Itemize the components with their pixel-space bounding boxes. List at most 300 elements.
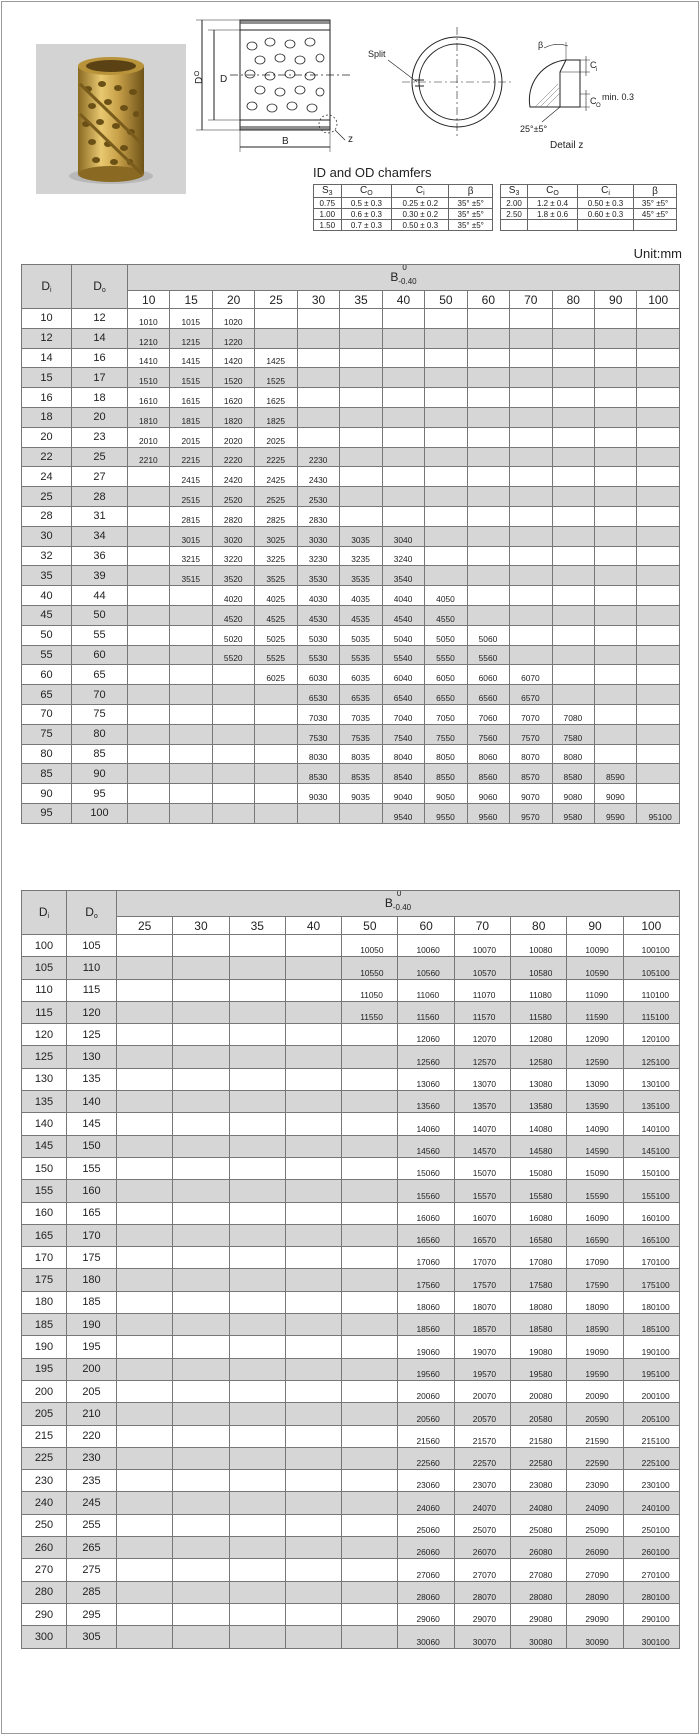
table-cell	[212, 665, 254, 685]
table-cell	[510, 625, 552, 645]
table-cell	[382, 427, 424, 447]
table-row	[22, 368, 680, 388]
table-cell	[173, 1470, 229, 1492]
table-cell: 3235	[340, 546, 382, 566]
chamfer-header-cell	[314, 185, 342, 198]
label-ci-sub: i	[596, 67, 598, 73]
row-di: 30	[22, 526, 72, 546]
table-row	[22, 764, 680, 784]
table-cell	[510, 526, 552, 546]
table-cell: 8035	[340, 744, 382, 764]
table-cell: 17560	[398, 1269, 454, 1291]
table-row	[22, 1224, 680, 1246]
table-cell	[128, 605, 170, 625]
row-di: 18	[22, 407, 72, 427]
table-cell: 25070	[454, 1514, 510, 1536]
table-cell: 13090	[567, 1068, 623, 1090]
table-cell	[229, 1358, 285, 1380]
table-cell	[285, 1470, 341, 1492]
table-cell: 95100	[637, 803, 680, 823]
table-cell	[297, 368, 339, 388]
row-di: 140	[22, 1113, 67, 1135]
table-cell: 19590	[567, 1358, 623, 1380]
chamfer-row	[501, 209, 677, 220]
row-do: 190	[67, 1314, 117, 1336]
column-header: 90	[594, 291, 636, 309]
row-di: 205	[22, 1403, 67, 1425]
row-di: 14	[22, 348, 72, 368]
table-cell	[637, 605, 680, 625]
column-header: 60	[467, 291, 509, 309]
table-cell	[552, 368, 594, 388]
table-row	[22, 1425, 680, 1447]
table-cell: 13060	[398, 1068, 454, 1090]
table-cell: 260100	[623, 1537, 679, 1559]
table-cell	[117, 1180, 173, 1202]
table-cell	[255, 744, 297, 764]
table-cell	[425, 427, 467, 447]
table-cell: 30070	[454, 1626, 510, 1648]
do-sub: o	[101, 287, 106, 294]
table-cell	[340, 368, 382, 388]
row-di: 90	[22, 784, 72, 804]
table-cell	[637, 586, 680, 606]
table-cell: 6540	[382, 685, 424, 705]
table-cell	[340, 803, 382, 823]
chamfer-row	[314, 198, 493, 209]
row-do: 130	[67, 1046, 117, 1068]
table-cell: 4550	[425, 605, 467, 625]
table-cell: 13580	[511, 1091, 567, 1113]
table-cell: 17570	[454, 1269, 510, 1291]
table-cell: 11550	[342, 1001, 398, 1023]
table-cell: 14080	[511, 1113, 567, 1135]
table-cell	[128, 665, 170, 685]
table-cell	[117, 1001, 173, 1023]
table-cell: 20590	[567, 1403, 623, 1425]
table-cell	[173, 1336, 229, 1358]
table-cell: 110100	[623, 979, 679, 1001]
table-cell	[342, 1224, 398, 1246]
table-cell: 14570	[454, 1135, 510, 1157]
table-cell: 1515	[170, 368, 212, 388]
row-do: 36	[72, 546, 128, 566]
table-cell	[173, 1001, 229, 1023]
table-cell: 9590	[594, 803, 636, 823]
table-cell	[382, 309, 424, 329]
table-cell: 1415	[170, 348, 212, 368]
table-cell: 1825	[255, 407, 297, 427]
table-cell	[285, 1403, 341, 1425]
table-cell	[467, 427, 509, 447]
table-cell: 9050	[425, 784, 467, 804]
table-cell: 2015	[170, 427, 212, 447]
table-cell: 175100	[623, 1269, 679, 1291]
table-cell	[173, 1447, 229, 1469]
table-cell	[117, 1224, 173, 1246]
table-cell: 1525	[255, 368, 297, 388]
table-cell: 18070	[454, 1291, 510, 1313]
chamfer-cell: 0.50 ± 0.3	[392, 220, 449, 231]
row-di: 15	[22, 368, 72, 388]
label-do: D	[194, 76, 205, 84]
table-cell	[552, 467, 594, 487]
table-cell: 1425	[255, 348, 297, 368]
table-cell	[637, 328, 680, 348]
table-cell	[425, 388, 467, 408]
row-di: 155	[22, 1180, 67, 1202]
table-cell: 22590	[567, 1447, 623, 1469]
table-cell	[510, 487, 552, 507]
table-cell	[467, 586, 509, 606]
table-cell: 3040	[382, 526, 424, 546]
table-row	[22, 546, 680, 566]
table-cell: 14560	[398, 1135, 454, 1157]
table-cell	[173, 979, 229, 1001]
row-di: 50	[22, 625, 72, 645]
table-cell: 26060	[398, 1537, 454, 1559]
row-di: 195	[22, 1358, 67, 1380]
table-cell: 6560	[467, 685, 509, 705]
table-cell	[342, 1492, 398, 1514]
table-cell: 5040	[382, 625, 424, 645]
column-header: 40	[382, 291, 424, 309]
table-cell: 7035	[340, 704, 382, 724]
table-cell	[342, 1447, 398, 1469]
table-cell: 5520	[212, 645, 254, 665]
table-cell	[552, 566, 594, 586]
table-cell: 21590	[567, 1425, 623, 1447]
table-cell	[170, 586, 212, 606]
table-cell	[637, 407, 680, 427]
table-cell: 3525	[255, 566, 297, 586]
table-row	[22, 1091, 680, 1113]
table-cell	[212, 704, 254, 724]
table-row	[22, 1046, 680, 1068]
table-cell: 200100	[623, 1380, 679, 1402]
table-cell: 27070	[454, 1559, 510, 1581]
table-cell	[467, 407, 509, 427]
table-cell: 8580	[552, 764, 594, 784]
table-cell: 8070	[510, 744, 552, 764]
table-cell	[117, 1157, 173, 1179]
table-cell: 2025	[255, 427, 297, 447]
table-cell: 3220	[212, 546, 254, 566]
table-cell	[285, 979, 341, 1001]
table-cell: 2220	[212, 447, 254, 467]
table-cell	[637, 685, 680, 705]
table-cell: 19580	[511, 1358, 567, 1380]
table-cell: 2225	[255, 447, 297, 467]
table-cell	[425, 368, 467, 388]
column-header: 10	[128, 291, 170, 309]
column-header: 20	[212, 291, 254, 309]
table-cell	[128, 724, 170, 744]
row-di: 16	[22, 388, 72, 408]
column-header: 50	[342, 917, 398, 935]
table-cell: 1510	[128, 368, 170, 388]
table-cell: 2415	[170, 467, 212, 487]
row-di: 35	[22, 566, 72, 586]
table-cell	[117, 1358, 173, 1380]
table-cell: 7040	[382, 704, 424, 724]
table-cell	[467, 467, 509, 487]
table-cell	[255, 724, 297, 744]
table-cell	[594, 467, 636, 487]
table-cell	[285, 1380, 341, 1402]
table-cell	[117, 957, 173, 979]
table-cell	[170, 625, 212, 645]
chamfer-header-label: β	[652, 185, 658, 197]
table-cell: 5530	[297, 645, 339, 665]
table-cell	[637, 427, 680, 447]
product-photo	[36, 44, 186, 194]
chamfer-cell: 35° ±5°	[449, 209, 493, 220]
table-cell	[170, 744, 212, 764]
row-do: 28	[72, 487, 128, 507]
table-cell	[637, 784, 680, 804]
table-cell: 11580	[511, 1001, 567, 1023]
column-header: 100	[637, 291, 680, 309]
label-min: min. 0.3	[602, 92, 635, 102]
table-cell	[173, 1046, 229, 1068]
row-do: 60	[72, 645, 128, 665]
row-di: 180	[22, 1291, 67, 1313]
table-cell	[285, 1336, 341, 1358]
row-di: 215	[22, 1425, 67, 1447]
table-cell	[170, 665, 212, 685]
table-cell: 30080	[511, 1626, 567, 1648]
table-cell: 15560	[398, 1180, 454, 1202]
table-cell	[552, 407, 594, 427]
row-di: 100	[22, 935, 67, 957]
row-do: 115	[67, 979, 117, 1001]
table-cell: 125100	[623, 1046, 679, 1068]
table-cell: 3215	[170, 546, 212, 566]
table-cell: 8050	[425, 744, 467, 764]
table-cell	[594, 665, 636, 685]
di-header	[22, 891, 67, 935]
row-di: 115	[22, 1001, 67, 1023]
table-cell	[342, 1202, 398, 1224]
table-cell	[117, 1403, 173, 1425]
table-row	[22, 1626, 680, 1648]
row-di: 28	[22, 506, 72, 526]
table-cell	[510, 506, 552, 526]
table-cell: 7570	[510, 724, 552, 744]
table-row	[22, 1157, 680, 1179]
row-di: 55	[22, 645, 72, 665]
table-cell	[510, 388, 552, 408]
table-cell	[342, 1135, 398, 1157]
b-sup: 0	[396, 890, 402, 898]
table-cell: 3225	[255, 546, 297, 566]
table-cell: 25090	[567, 1514, 623, 1536]
table-row	[22, 704, 680, 724]
table-row	[22, 1492, 680, 1514]
table-cell: 24090	[567, 1492, 623, 1514]
table-cell: 1620	[212, 388, 254, 408]
table-cell	[552, 685, 594, 705]
table-cell	[255, 784, 297, 804]
table-cell: 7030	[297, 704, 339, 724]
table-cell: 205100	[623, 1403, 679, 1425]
table-cell	[594, 427, 636, 447]
table-cell	[117, 935, 173, 957]
table-cell: 10070	[454, 935, 510, 957]
table-cell	[173, 1380, 229, 1402]
table-cell	[229, 1068, 285, 1090]
table-row	[22, 803, 680, 823]
row-do: 265	[67, 1537, 117, 1559]
table-cell	[229, 1046, 285, 1068]
table-cell	[342, 1046, 398, 1068]
chamfer-cell: 1.50	[314, 220, 342, 231]
table-cell	[425, 526, 467, 546]
table-cell: 4050	[425, 586, 467, 606]
table-cell: 120100	[623, 1024, 679, 1046]
table-cell: 6060	[467, 665, 509, 685]
table-cell: 12570	[454, 1046, 510, 1068]
table-cell	[229, 979, 285, 1001]
chamfer-row	[314, 220, 493, 231]
table-cell: 3520	[212, 566, 254, 586]
row-di: 32	[22, 546, 72, 566]
row-do: 185	[67, 1291, 117, 1313]
table-cell: 130100	[623, 1068, 679, 1090]
table-cell	[637, 566, 680, 586]
table-cell	[342, 1068, 398, 1090]
label-detail: Detail z	[550, 140, 584, 151]
table-cell	[342, 1113, 398, 1135]
chamfer-header-cell	[634, 185, 677, 198]
row-do: 220	[67, 1425, 117, 1447]
table-cell: 18580	[511, 1314, 567, 1336]
table-row	[22, 1113, 680, 1135]
table-cell: 2520	[212, 487, 254, 507]
table-cell	[128, 506, 170, 526]
table-cell: 11590	[567, 1001, 623, 1023]
table-cell	[637, 546, 680, 566]
chamfer-row	[501, 220, 677, 231]
table-cell: 3540	[382, 566, 424, 586]
table-cell	[637, 467, 680, 487]
table-cell	[173, 1135, 229, 1157]
table-cell: 5050	[425, 625, 467, 645]
chamfer-cell: 0.60 ± 0.3	[577, 209, 633, 220]
table-cell	[128, 487, 170, 507]
table-cell: 190100	[623, 1336, 679, 1358]
table-cell: 24070	[454, 1492, 510, 1514]
table-cell	[173, 1269, 229, 1291]
table-cell: 1815	[170, 407, 212, 427]
table-cell: 1210	[128, 328, 170, 348]
table-cell	[285, 935, 341, 957]
table-cell: 4030	[297, 586, 339, 606]
table-cell	[117, 1514, 173, 1536]
label-co: C	[590, 96, 597, 106]
b-tolerance	[390, 264, 417, 286]
table-cell: 1610	[128, 388, 170, 408]
table-cell: 23060	[398, 1470, 454, 1492]
table-cell	[637, 447, 680, 467]
table-cell	[594, 724, 636, 744]
row-do: 25	[72, 447, 128, 467]
table-cell	[285, 1135, 341, 1157]
table-cell	[229, 1336, 285, 1358]
table-cell	[117, 979, 173, 1001]
table-row	[22, 1537, 680, 1559]
table-cell	[425, 506, 467, 526]
table-cell	[173, 1157, 229, 1179]
table-cell: 18090	[567, 1291, 623, 1313]
table-cell: 24060	[398, 1492, 454, 1514]
table-cell: 20080	[511, 1380, 567, 1402]
table-cell	[425, 309, 467, 329]
table-cell: 8530	[297, 764, 339, 784]
table-cell	[117, 1492, 173, 1514]
table-cell: 13590	[567, 1091, 623, 1113]
table-cell	[117, 1135, 173, 1157]
row-do: 90	[72, 764, 128, 784]
table-cell	[552, 506, 594, 526]
table-cell	[173, 1024, 229, 1046]
label-b: B	[282, 136, 289, 147]
table-row	[22, 784, 680, 804]
row-di: 10	[22, 309, 72, 329]
table-cell: 7060	[467, 704, 509, 724]
table-cell: 8040	[382, 744, 424, 764]
b-label: B	[384, 895, 393, 910]
table-cell	[467, 487, 509, 507]
table-cell: 5060	[467, 625, 509, 645]
b-label: B	[390, 269, 399, 284]
table-cell	[285, 1626, 341, 1648]
row-do: 285	[67, 1581, 117, 1603]
table-cell: 24080	[511, 1492, 567, 1514]
table-cell: 12080	[511, 1024, 567, 1046]
table-cell: 29080	[511, 1603, 567, 1625]
row-di: 290	[22, 1603, 67, 1625]
table-cell	[510, 368, 552, 388]
row-di: 240	[22, 1492, 67, 1514]
table-cell: 4535	[340, 605, 382, 625]
table-cell	[117, 1202, 173, 1224]
table-row	[22, 328, 680, 348]
table-cell	[173, 1559, 229, 1581]
table-cell	[637, 348, 680, 368]
table-cell	[467, 309, 509, 329]
table-cell	[342, 1314, 398, 1336]
table-cell	[285, 1157, 341, 1179]
row-do: 70	[72, 685, 128, 705]
b-sup: 0	[402, 264, 407, 272]
table-cell	[342, 1559, 398, 1581]
table-cell: 10060	[398, 935, 454, 957]
table-cell	[594, 546, 636, 566]
table-cell	[229, 1470, 285, 1492]
table-cell	[425, 487, 467, 507]
table-cell	[510, 546, 552, 566]
table-cell: 9060	[467, 784, 509, 804]
table-cell: 9035	[340, 784, 382, 804]
table-cell	[285, 1314, 341, 1336]
row-do: 75	[72, 704, 128, 724]
row-di: 80	[22, 744, 72, 764]
table-cell: 28070	[454, 1581, 510, 1603]
chamfer-cell: 0.75	[314, 198, 342, 209]
chamfer-header-label: C	[601, 185, 609, 196]
